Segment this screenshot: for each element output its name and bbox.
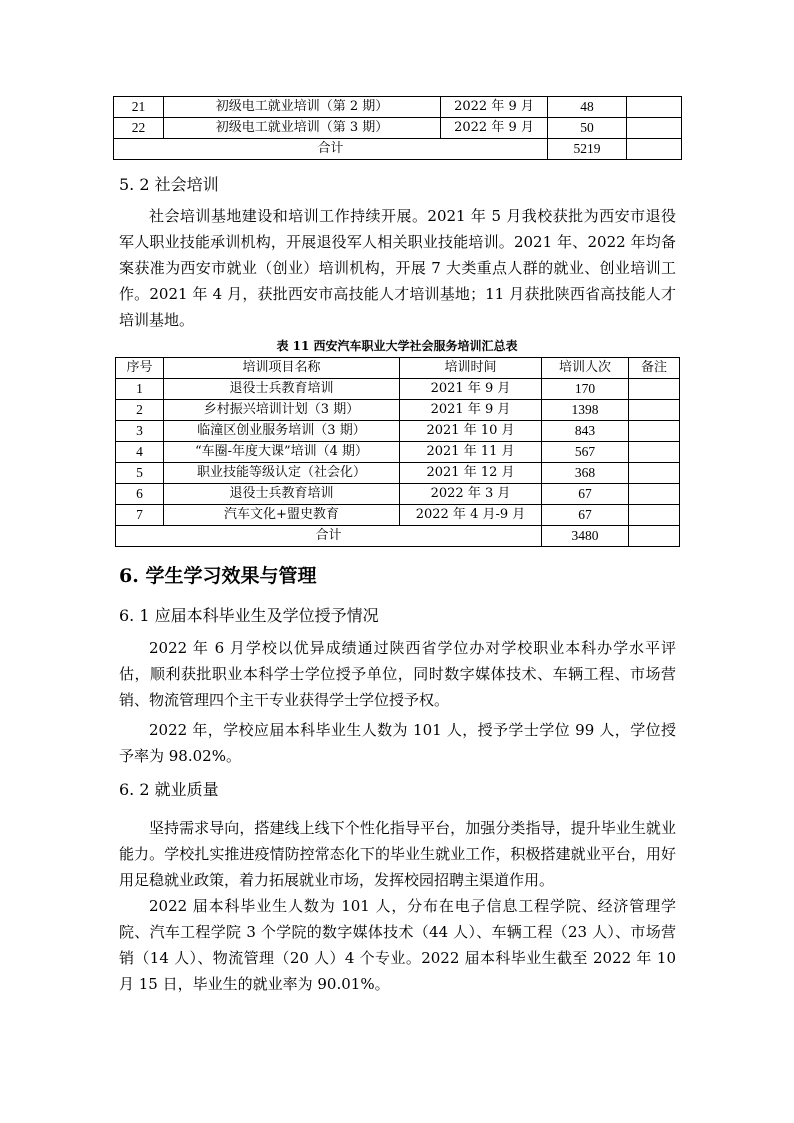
total-label: 合计 (114, 139, 548, 160)
training-count: 50 (548, 118, 627, 139)
training-count: 843 (542, 421, 629, 442)
training-time: 2022 年 4 月-9 月 (400, 505, 542, 526)
row-number: 22 (114, 118, 164, 139)
training-time: 2022 年 3 月 (400, 484, 542, 505)
section-6-2-paragraph-1: 坚持需求导向，搭建线上线下个性化指导平台，加强分类指导，提升毕业生就业能力。学校扎实推进疫情防控常态化下的毕业生就业工作，积极搭建就业平台，用好用足稳就业政策，着力拓展就业市场，发挥校园招聘主渠道作用。 (119, 819, 676, 889)
section-6-2-heading (119, 777, 219, 800)
training-time: 2021 年 9 月 (400, 400, 542, 421)
training-time: 2021 年 10 月 (400, 421, 542, 442)
remark (629, 484, 680, 505)
training-name: 退役士兵教育培训 (164, 379, 400, 400)
column-header: 培训时间 (400, 358, 542, 379)
table-row (116, 442, 680, 463)
table-row (116, 463, 680, 484)
table-row (116, 379, 680, 400)
table-header-row (116, 358, 680, 379)
table-total-row (114, 139, 682, 160)
table-row (114, 118, 682, 139)
section-6-1-heading (119, 603, 379, 626)
section-6-1-paragraph-2: 2022 年，学校应届本科毕业生人数为 101 人，授予学士学位 99 人，学位授予率为 98.02%。 (119, 721, 676, 765)
training-name: 汽车文化+盟史教育 (164, 505, 400, 526)
training-table-continued (113, 96, 682, 160)
training-time: 2022 年 9 月 (441, 118, 548, 139)
table-11-caption: 表 11 西安汽车职业大学社会服务培训汇总表 (276, 339, 518, 353)
total-label: 合计 (116, 526, 542, 547)
row-number: 21 (114, 97, 164, 118)
training-name: “车圈-年度大课”培训（4 期） (164, 442, 400, 463)
row-number: 1 (116, 379, 164, 400)
total-remark (627, 139, 682, 160)
table-row (116, 421, 680, 442)
section-number: 6. 2 (119, 780, 150, 799)
table-row (116, 505, 680, 526)
training-count: 368 (542, 463, 629, 484)
training-count: 48 (548, 97, 627, 118)
total-value: 5219 (548, 139, 627, 160)
section-title: 学生学习效果与管理 (145, 565, 317, 587)
row-number: 5 (116, 463, 164, 484)
section-number: 5. 2 (119, 175, 150, 194)
training-name: 临潼区创业服务培训（3 期） (164, 421, 400, 442)
training-time: 2021 年 9 月 (400, 379, 542, 400)
training-name: 职业技能等级认定（社会化） (164, 463, 400, 484)
section-6-1-paragraph-1: 2022 年 6 月学校以优异成绩通过陕西省学位办对学校职业本科办学水平评估，顺利获批职业本科学士学位授予单位，同时数字媒体技术、车辆工程、市场营销、物流管理四个主干专业获得学士学位授予权。 (119, 639, 676, 709)
remark (629, 463, 680, 484)
section-number: 6. 1 (119, 606, 150, 625)
training-name: 乡村振兴培训计划（3 期） (164, 400, 400, 421)
training-count: 170 (542, 379, 629, 400)
section-number: 6. (119, 565, 139, 587)
column-header: 备注 (629, 358, 680, 379)
training-count: 567 (542, 442, 629, 463)
table-row (114, 97, 682, 118)
training-name: 退役士兵教育培训 (164, 484, 400, 505)
row-number: 4 (116, 442, 164, 463)
remark (627, 97, 682, 118)
table-row (116, 484, 680, 505)
section-6-2-paragraph-2: 2022 届本科毕业生人数为 101 人，分布在电子信息工程学院、经济管理学院、汽车工程学院 3 个学院的数字媒体技术（44 人）、车辆工程（23 人）、市场营销（14 人）、物流管理（20 人）4 个专业。2022 届本科毕业生截至 2022 年 10 月 15 日，毕业生的就业率为 90.01%。 (119, 897, 676, 993)
remark (629, 379, 680, 400)
training-name: 初级电工就业培训（第 3 期） (164, 118, 441, 139)
training-time: 2021 年 12 月 (400, 463, 542, 484)
remark (627, 118, 682, 139)
total-remark (629, 526, 680, 547)
row-number: 6 (116, 484, 164, 505)
table-row (116, 400, 680, 421)
remark (629, 400, 680, 421)
section-5-2-heading (119, 172, 219, 195)
training-count: 67 (542, 505, 629, 526)
row-number: 2 (116, 400, 164, 421)
social-training-table (115, 357, 680, 547)
column-header: 培训人次 (542, 358, 629, 379)
column-header: 序号 (116, 358, 164, 379)
remark (629, 421, 680, 442)
row-number: 3 (116, 421, 164, 442)
remark (629, 442, 680, 463)
section-title: 社会培训 (154, 175, 219, 194)
section-title: 就业质量 (154, 780, 219, 799)
column-header: 培训项目名称 (164, 358, 400, 379)
section-6-heading (119, 561, 316, 588)
training-time: 2021 年 11 月 (400, 442, 542, 463)
training-name: 初级电工就业培训（第 2 期） (164, 97, 441, 118)
section-5-2-paragraph: 社会培训基地建设和培训工作持续开展。2021 年 5 月我校获批为西安市退役军人职业技能承训机构，开展退役军人相关职业技能培训。2021 年、2022 年均备案获准为西安市就业（创业）培训机构，开展 7 大类重点人群的就业、创业培训工作。2021 年 4 月，获批西安市高技能人才培训基地；11 月获批陕西省高技能人才培训基地。 (119, 207, 676, 329)
total-value: 3480 (542, 526, 629, 547)
section-title: 应届本科毕业生及学位授予情况 (154, 606, 379, 625)
training-count: 1398 (542, 400, 629, 421)
training-count: 67 (542, 484, 629, 505)
remark (629, 505, 680, 526)
table-total-row (116, 526, 680, 547)
training-time: 2022 年 9 月 (441, 97, 548, 118)
row-number: 7 (116, 505, 164, 526)
